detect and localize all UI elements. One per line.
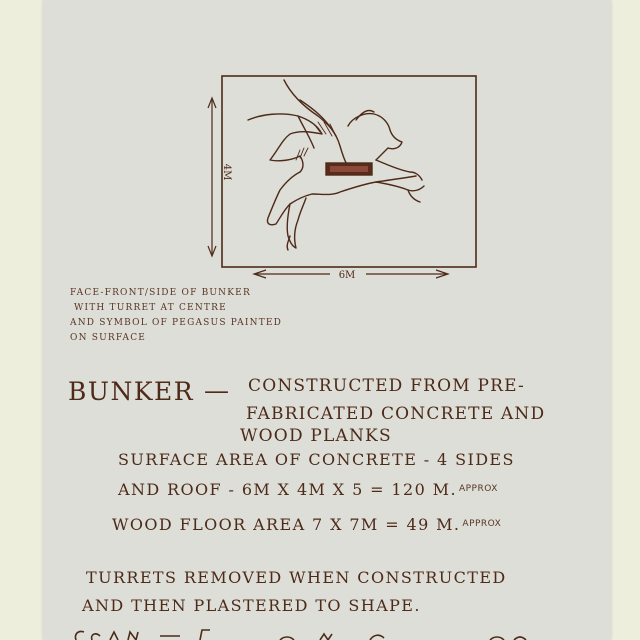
- surface-area-line: SURFACE AREA OF CONCRETE - 4 SIDES: [118, 450, 515, 469]
- pegasus-upper-wing: [284, 80, 347, 164]
- caption-line: AND SYMBOL OF PEGASUS PAINTED: [70, 318, 283, 328]
- surface-calc: AND ROOF - 6M X 4M X 5 = 120 M.: [118, 480, 457, 499]
- desc-line: FABRICATED CONCRETE AND: [246, 404, 546, 424]
- surface-area-line-2: [118, 480, 498, 499]
- height-label: 4M: [221, 163, 232, 181]
- caption-line: FACE-FRONT/SIDE OF BUNKER: [70, 288, 251, 298]
- width-label: 6M: [338, 270, 356, 281]
- caption-line: ON SURFACE: [70, 333, 147, 343]
- approx-label: APPROX: [458, 484, 498, 494]
- notes-title: BUNKER: [68, 377, 195, 406]
- approx-label: APPROX: [462, 519, 502, 529]
- title-dash: —: [204, 376, 231, 405]
- cutoff-text-fragments: [70, 626, 530, 640]
- desc-line: CONSTRUCTED FROM PRE-: [248, 376, 525, 396]
- turrets-line-2: AND THEN PLASTERED TO SHAPE.: [82, 596, 421, 615]
- pegasus-body: [267, 172, 424, 225]
- sketch-caption: [70, 286, 282, 346]
- desc-line: WOOD PLANKS: [240, 426, 392, 446]
- height-arrow: [208, 98, 216, 256]
- bunker-sketch: [0, 0, 640, 300]
- pegasus-lower-wing: [248, 114, 322, 172]
- wood-calc: WOOD FLOOR AREA 7 X 7M = 49 M.: [112, 515, 461, 534]
- turrets-line: TURRETS REMOVED WHEN CONSTRUCTED: [86, 568, 507, 587]
- pegasus-leg-front: [408, 190, 420, 202]
- pegasus-leg-back: [287, 198, 306, 248]
- caption-line: WITH TURRET AT CENTRE: [74, 303, 227, 313]
- wood-floor-line: [112, 515, 501, 534]
